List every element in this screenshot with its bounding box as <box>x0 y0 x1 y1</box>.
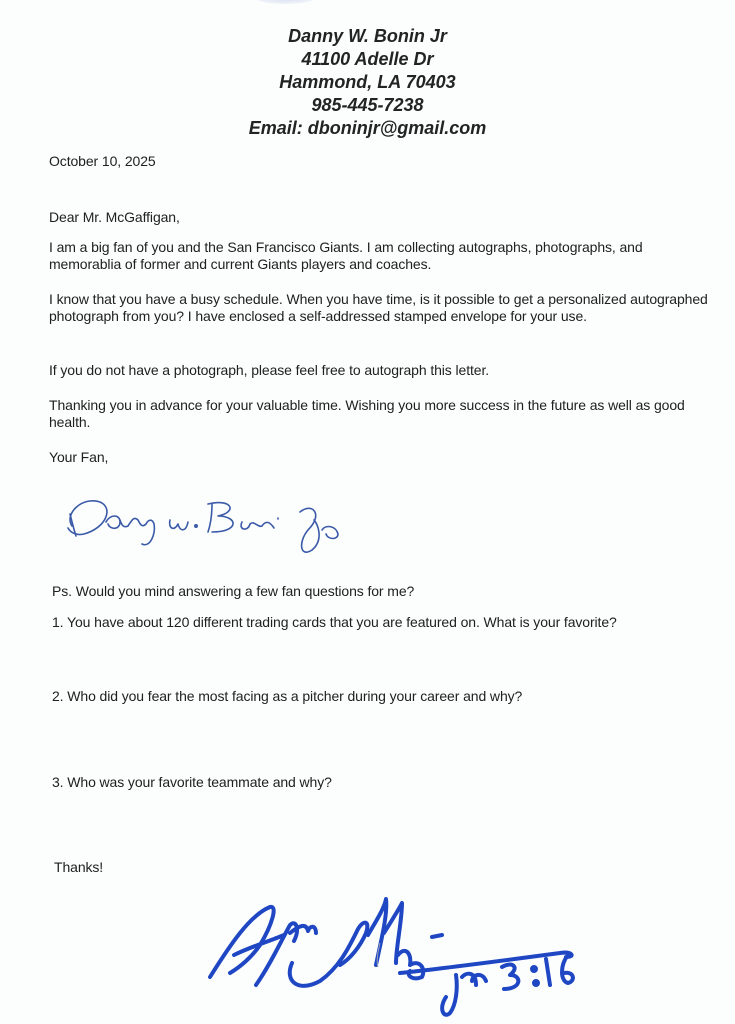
paragraph-thanks: Thanking you in advance for your valuable time. Wishing you more success in the future as well as good health. <box>49 397 685 430</box>
question-3: 3. Who was your favorite teammate and why? <box>52 774 332 790</box>
question-2: 2. Who did you fear the most facing as a pitcher during your career and why? <box>52 688 523 704</box>
scan-artifact <box>255 0 315 4</box>
salutation: Dear Mr. McGaffigan, <box>49 209 180 225</box>
sender-street: 41100 Adelle Dr <box>301 49 434 69</box>
postscript: Ps. Would you mind answering a few fan questions for me? <box>52 583 415 599</box>
sender-email: Email: dboninjr@gmail.com <box>248 118 487 138</box>
paragraph-intro: I am a big fan of you and the San Francisco Giants. I am collecting autographs, photographs, and memorablia of former and current Giants players and coaches. <box>49 239 643 272</box>
sender-name: Danny W. Bonin Jr <box>288 26 447 46</box>
letter-date: October 10, 2025 <box>49 153 156 169</box>
paragraph-request: I know that you have a busy schedule. When you have time, is it possible to get a personalized autographed photograph from you? I have enclosed a self-addressed stamped envelope for your use. <box>49 291 708 324</box>
question-1: 1. You have about 120 different trading cards that you are featured on. What is your favorite? <box>52 614 617 630</box>
closing: Your Fan, <box>49 449 109 465</box>
autograph-signature <box>200 885 600 1020</box>
sender-city-state-zip: Hammond, LA 70403 <box>279 72 456 92</box>
thanks-line: Thanks! <box>54 859 104 875</box>
sender-phone: 985-445-7238 <box>311 95 424 115</box>
letterhead <box>0 25 735 140</box>
sender-signature <box>62 484 362 564</box>
paragraph-alternative: If you do not have a photograph, please feel free to autograph this letter. <box>49 362 490 378</box>
